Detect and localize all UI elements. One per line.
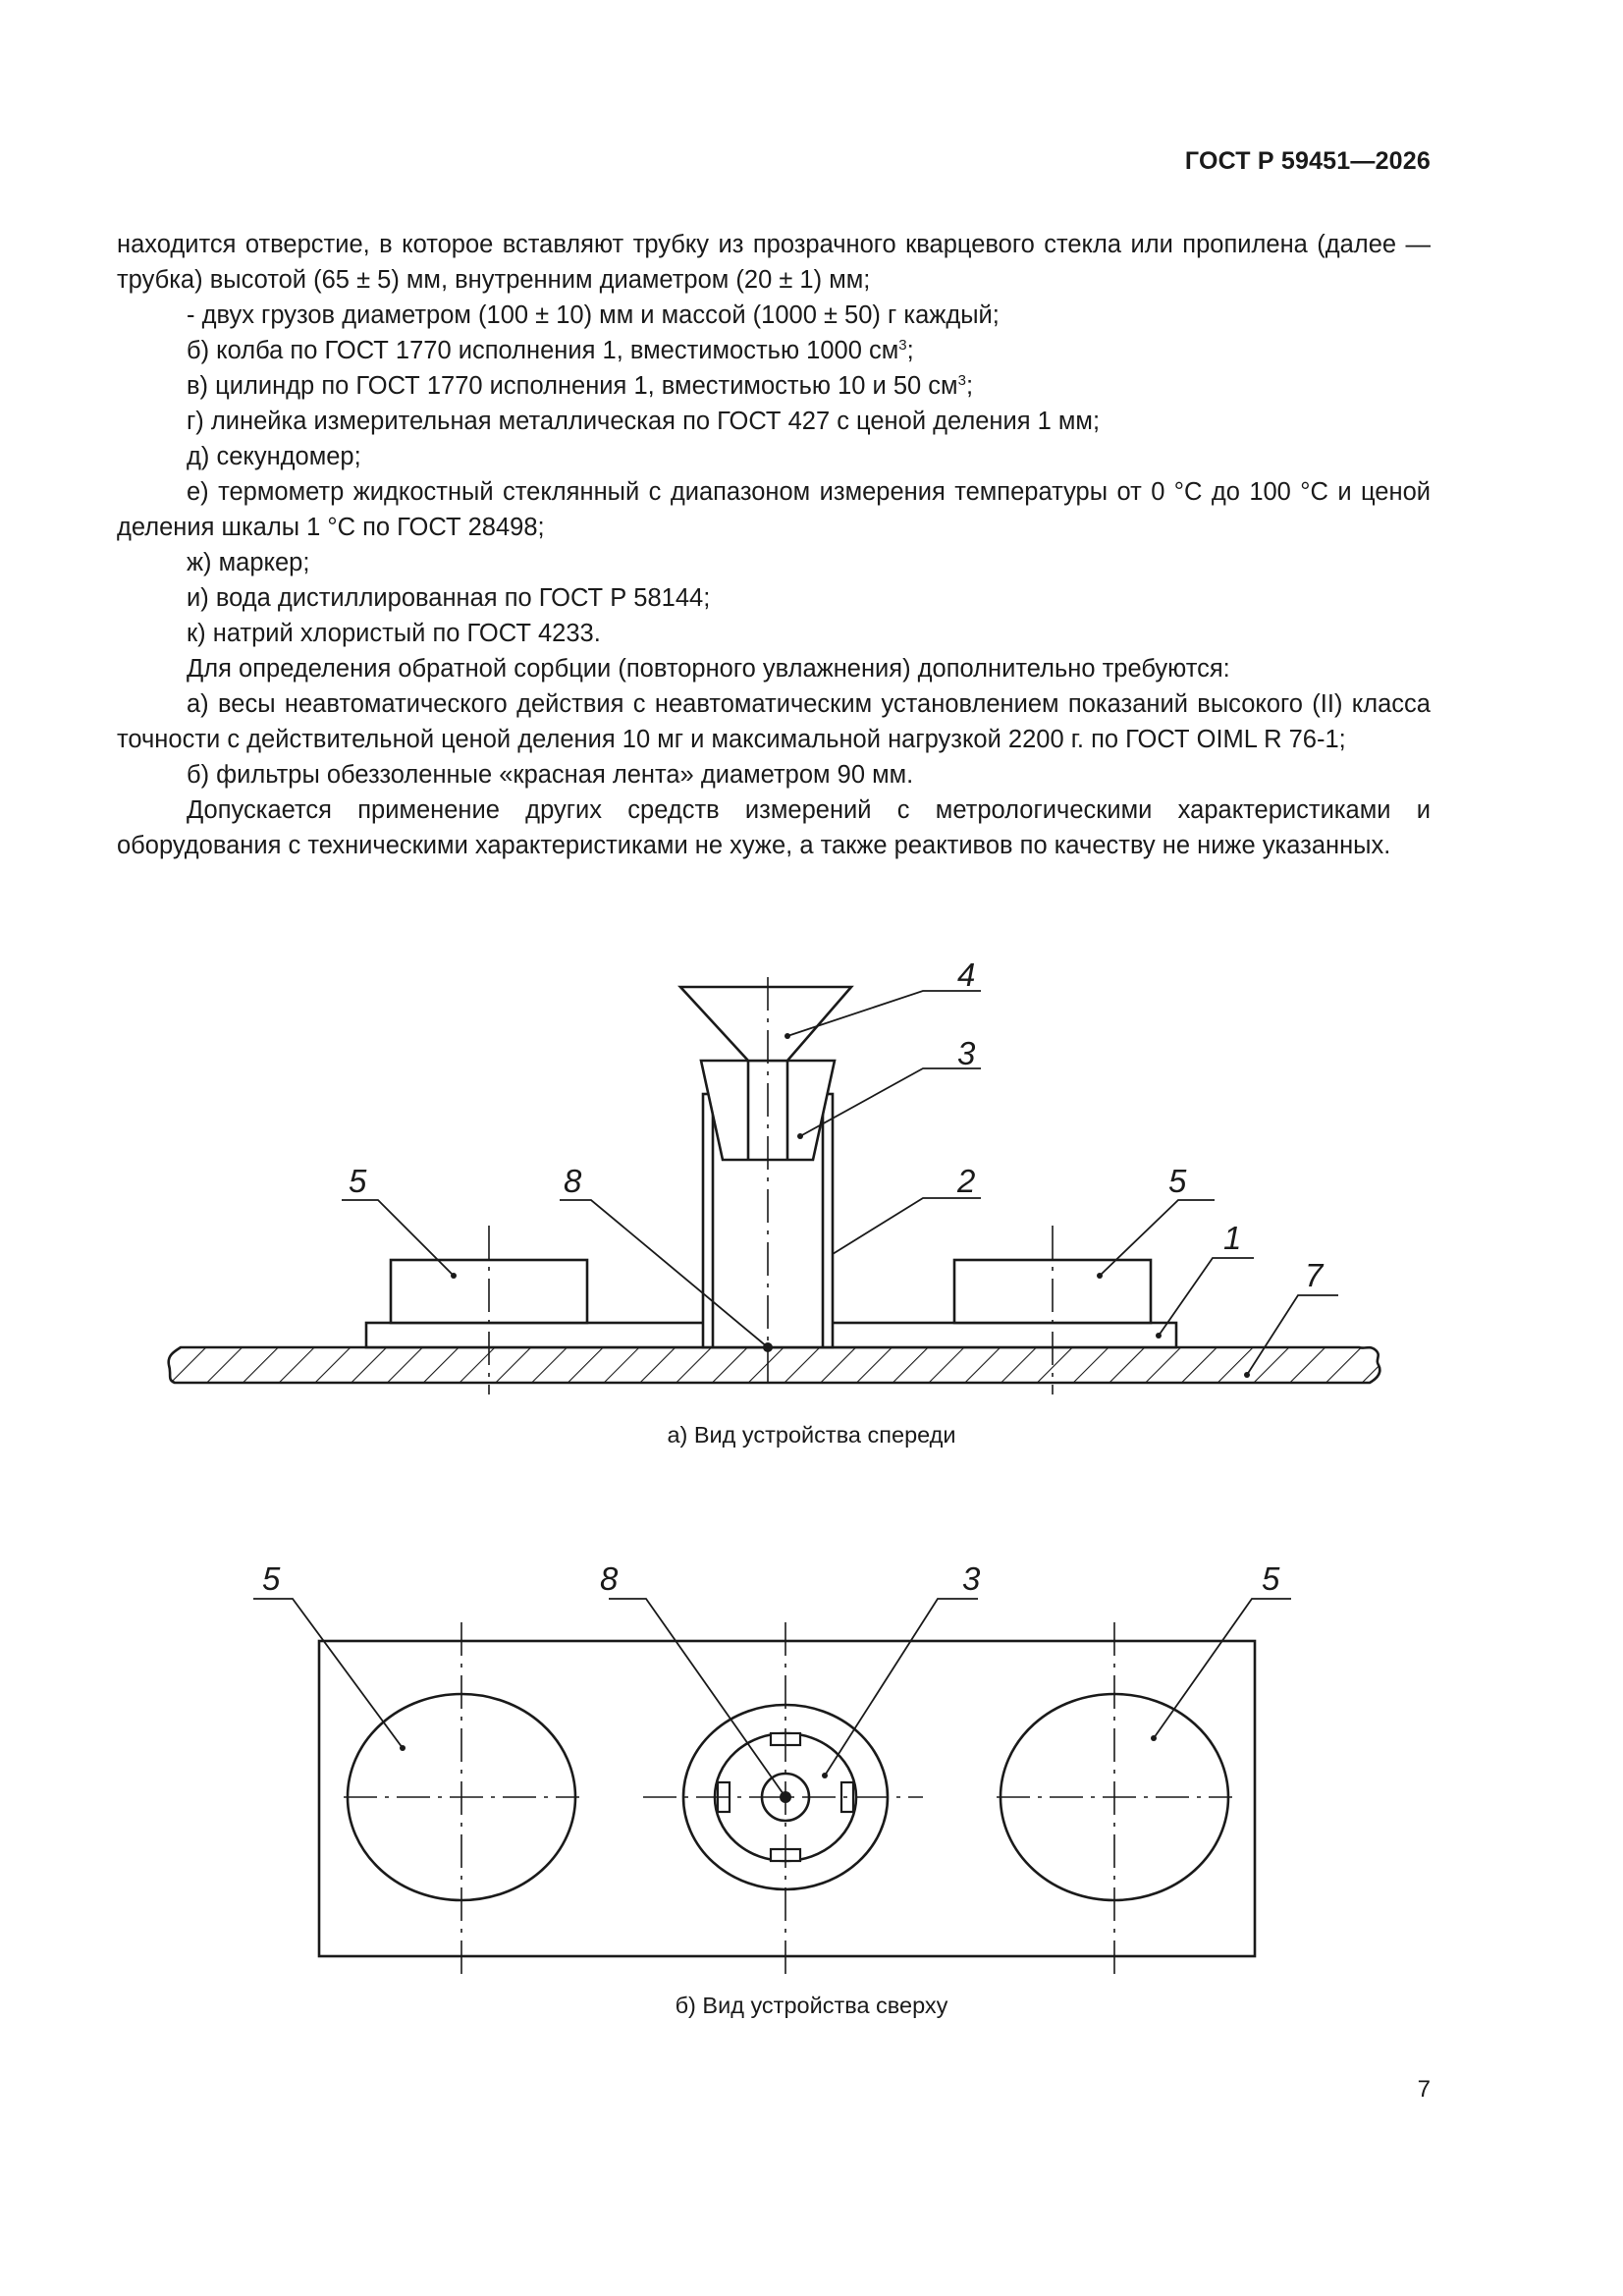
list-item: а) весы неавтоматического действия с неавтоматическим установлением показаний высокого (II) класса точности с действительной ценой деления 10 мг и максимальной нагрузкой 2200 г. по ГОСТ OIML R 76-1;: [117, 690, 1431, 753]
list-item: д) секундомер;: [187, 443, 361, 470]
label-2: 2: [957, 1163, 976, 1199]
table-surface: [169, 1347, 1380, 1383]
list-item: г) линейка измерительная металлическая по ГОСТ 427 с ценой деления 1 мм;: [187, 408, 1101, 435]
label-8: 8: [564, 1163, 582, 1199]
list-item: б) колба по ГОСТ 1770 исполнения 1, вместимостью 1000 $см^3$;: [187, 337, 914, 364]
label-5-left-top: 5: [262, 1560, 281, 1597]
figure-front-caption: а) Вид устройства спереди: [667, 1422, 956, 1448]
label-3-top: 3: [962, 1560, 981, 1597]
list-item: в) цилиндр по ГОСТ 1770 исполнения 1, вместимостью 10 и 50 $см^3$;: [187, 372, 974, 400]
top-view-labels: [262, 1560, 1280, 1597]
list-item: - двух грузов диаметром (100 ± 10) мм и массой (1000 ± 50) г каждый;: [187, 301, 1000, 329]
label-7: 7: [1305, 1257, 1324, 1293]
paragraph: Допускается применение других средств измерений с метрологическими характеристиками и оборудования с техническими характеристиками не хуже, а также реактивов по качеству не ниже указанных.: [117, 796, 1431, 859]
list-item: к) натрий хлористый по ГОСТ 4233.: [187, 620, 601, 647]
label-5-right: 5: [1168, 1163, 1187, 1199]
list-item: е) термометр жидкостный стеклянный с диапазоном измерения температуры от 0 °С до 100 °С и ценой деления шкалы 1 °С по ГОСТ 28498;: [117, 478, 1431, 541]
label-5-right-top: 5: [1262, 1560, 1280, 1597]
paragraph: Для определения обратной сорбции (повторного увлажнения) дополнительно требуются:: [187, 655, 1230, 683]
list-item: ж) маркер;: [187, 549, 310, 576]
list-item: б) фильтры обеззоленные «красная лента» диаметром 90 мм.: [187, 761, 914, 789]
label-1: 1: [1223, 1220, 1242, 1256]
top-view: [253, 1599, 1291, 1974]
document-header: ГОСТ Р 59451—2026: [1184, 147, 1431, 175]
figure-top-caption: б) Вид устройства сверху: [675, 1993, 948, 2018]
label-8-top: 8: [600, 1560, 619, 1597]
paragraph: находится отверстие, в которое вставляют трубку из прозрачного кварцевого стекла или пропилена (далее — трубка) высотой (65 ± 5) мм, внутренним диаметром (20 ± 1) мм;: [117, 231, 1431, 294]
list-item: и) вода дистиллированная по ГОСТ Р 58144;: [187, 584, 711, 612]
label-5-left: 5: [349, 1163, 367, 1199]
label-3: 3: [957, 1035, 976, 1071]
label-4: 4: [957, 957, 976, 993]
front-view-labels: [349, 957, 1325, 1293]
page-number: 7: [1417, 2076, 1431, 2103]
